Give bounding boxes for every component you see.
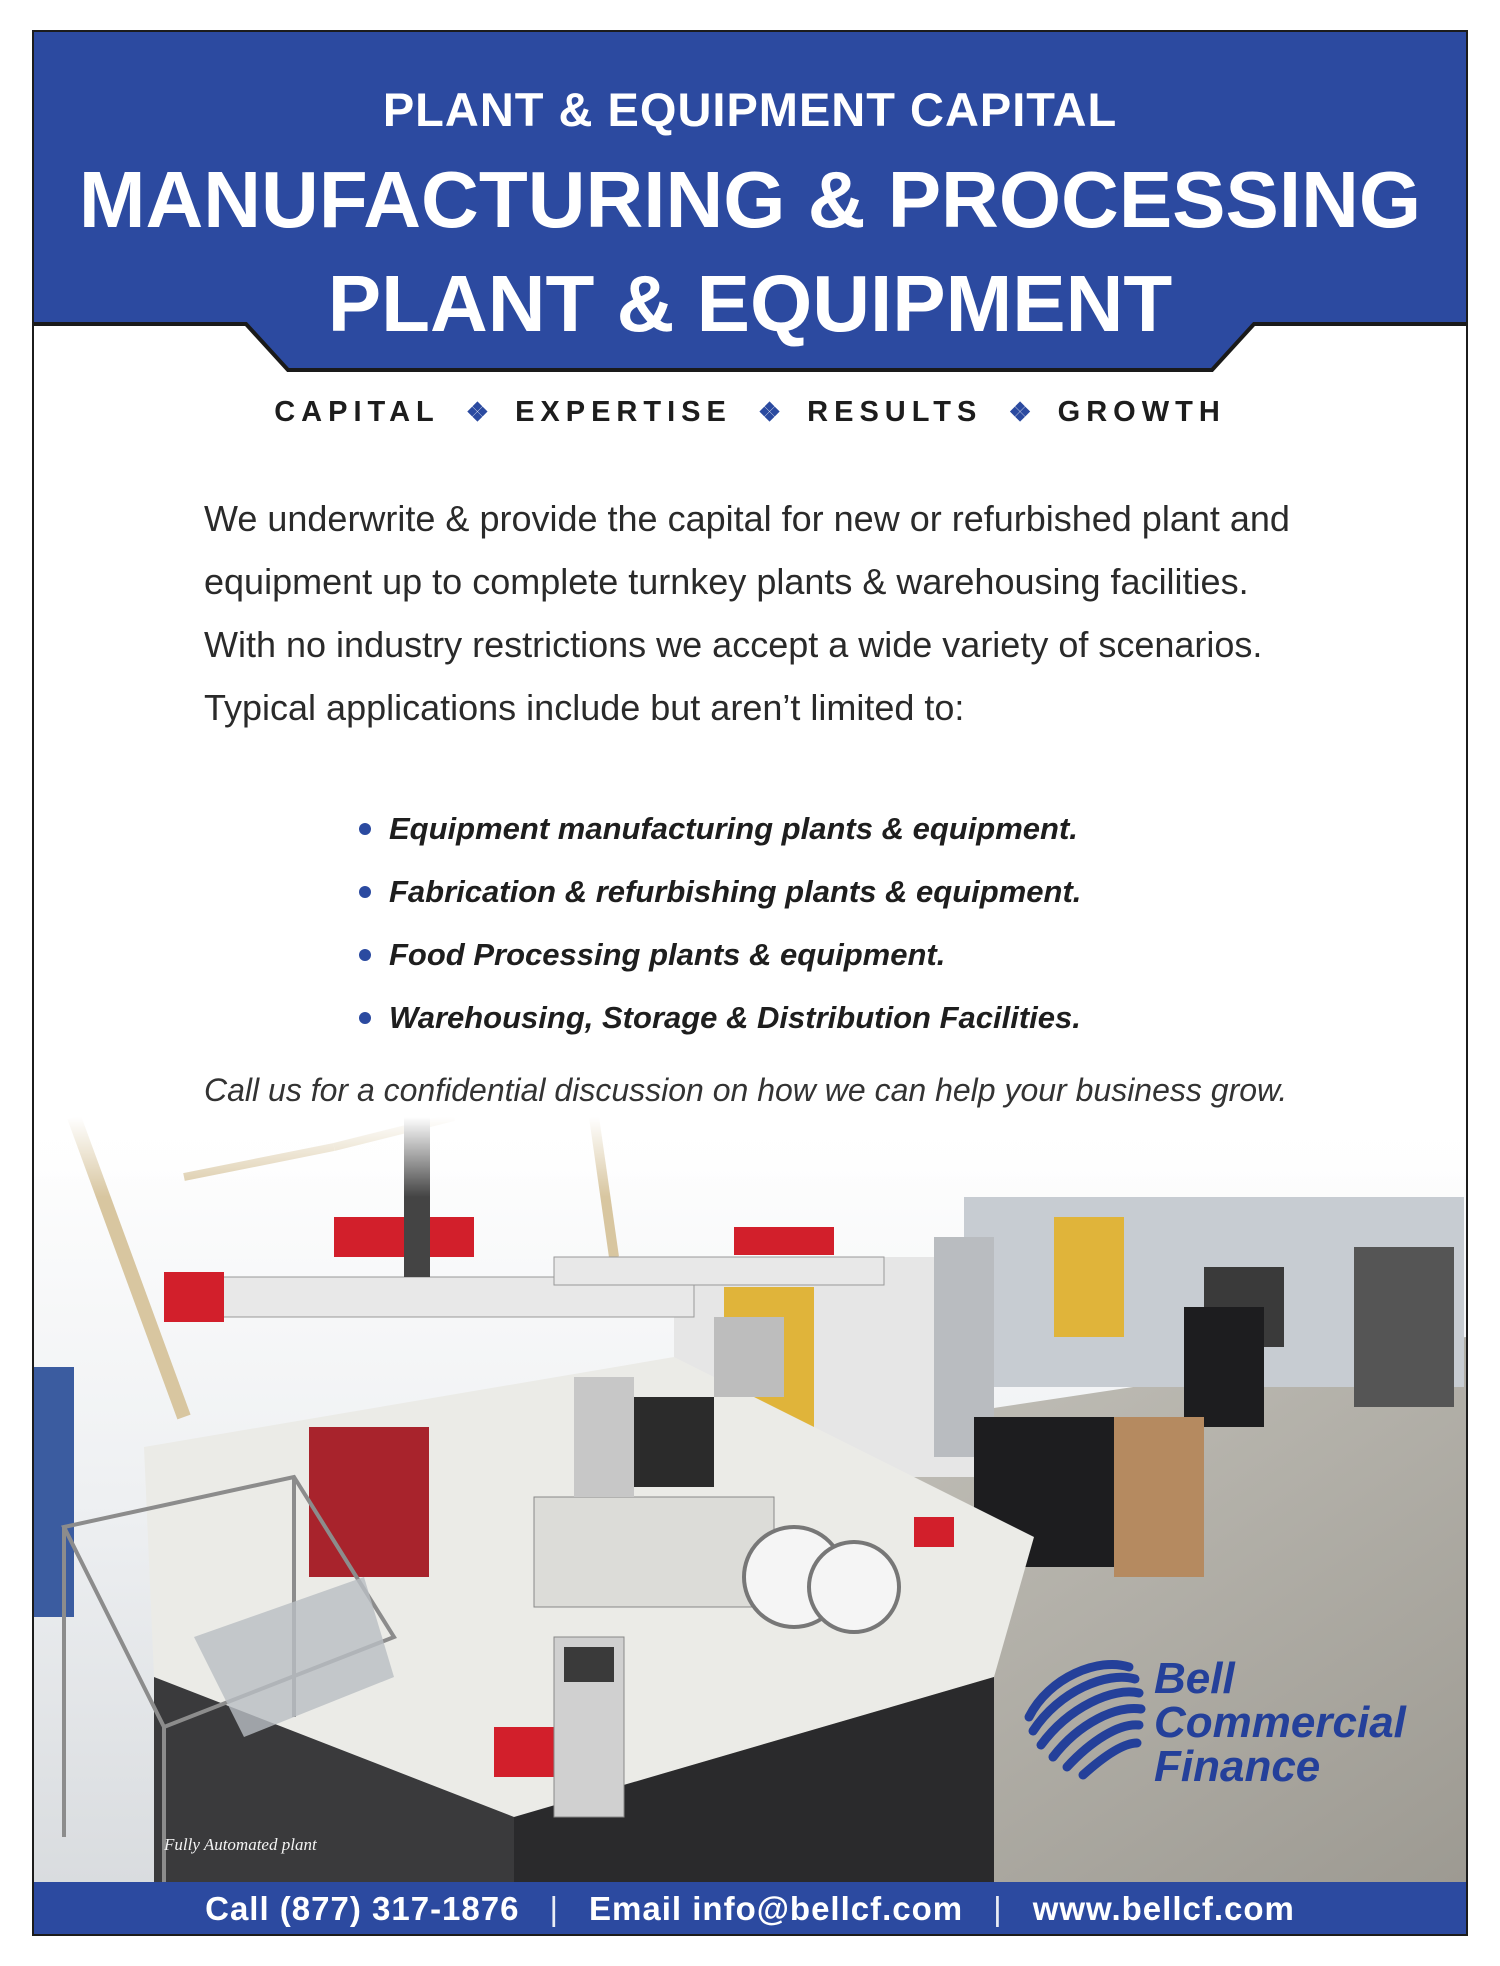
tagline-item-capital: CAPITAL: [274, 395, 440, 428]
diamond-separator-icon: ❖: [757, 396, 782, 427]
tagline: [34, 392, 1466, 432]
call-to-action: Call us for a confidential discussion on how we can help your business grow.: [204, 1072, 1288, 1108]
list-item-text: Warehousing, Storage & Distribution Facilities.: [389, 999, 1081, 1035]
brand-line-3: Finance: [1154, 1742, 1321, 1791]
diamond-separator-icon: ❖: [465, 396, 490, 427]
footer-divider: |: [993, 1890, 1003, 1927]
website-link[interactable]: www.bellcf.com: [1032, 1890, 1295, 1927]
brand-line-2: Commercial: [1154, 1698, 1406, 1747]
tagline-item-results: RESULTS: [807, 395, 983, 428]
header-band: [34, 32, 1466, 372]
intro-paragraph: [204, 487, 1354, 739]
bullet-icon: [359, 949, 371, 961]
photo-caption: Fully Automated plant: [164, 1835, 317, 1854]
list-item-text: Food Processing plants & equipment.: [389, 936, 946, 972]
diamond-separator-icon: ❖: [1008, 396, 1032, 427]
list-item-text: Fabrication & refurbishing plants & equipment.: [389, 873, 1082, 909]
brand-wordmark: [1154, 1654, 1406, 1791]
tagline-item-growth: GROWTH: [1057, 395, 1226, 428]
list-item: [359, 797, 1081, 860]
bullet-icon: [359, 1012, 371, 1024]
brand-logo: [1019, 1654, 1459, 1817]
bullet-icon: [359, 886, 371, 898]
intro-line: equipment up to complete turnkey plants & warehousing facilities.: [204, 561, 1249, 602]
contact-footer: [34, 1882, 1466, 1936]
footer-divider: |: [549, 1890, 560, 1927]
tagline-item-expertise: EXPERTISE: [515, 395, 732, 428]
brand-line-1: Bell: [1154, 1654, 1235, 1703]
intro-line: We underwrite & provide the capital for new or refurbished plant and: [204, 498, 1290, 539]
list-item: [359, 860, 1081, 923]
headline-line-1: MANUFACTURING & PROCESSING: [78, 155, 1422, 244]
intro-line: Typical applications include but aren’t limited to:: [204, 687, 965, 728]
bell-swoosh-logo-icon: [1019, 1657, 1149, 1787]
factory-photo: [34, 1117, 1466, 1882]
list-item: [359, 986, 1081, 1049]
list-item-text: Equipment manufacturing plants & equipment.: [389, 810, 1078, 846]
list-item: [359, 923, 1081, 986]
bullet-icon: [359, 823, 371, 835]
intro-line: With no industry restrictions we accept a wide variety of scenarios.: [204, 624, 1263, 665]
header-kicker: PLANT & EQUIPMENT CAPITAL: [382, 83, 1118, 136]
applications-list: [359, 797, 1081, 1049]
headline-line-2: PLANT & EQUIPMENT: [327, 259, 1173, 348]
phone-link[interactable]: Call (877) 317-1876: [205, 1890, 520, 1927]
flyer: [32, 30, 1468, 1936]
email-link[interactable]: Email info@bellcf.com: [589, 1890, 964, 1927]
